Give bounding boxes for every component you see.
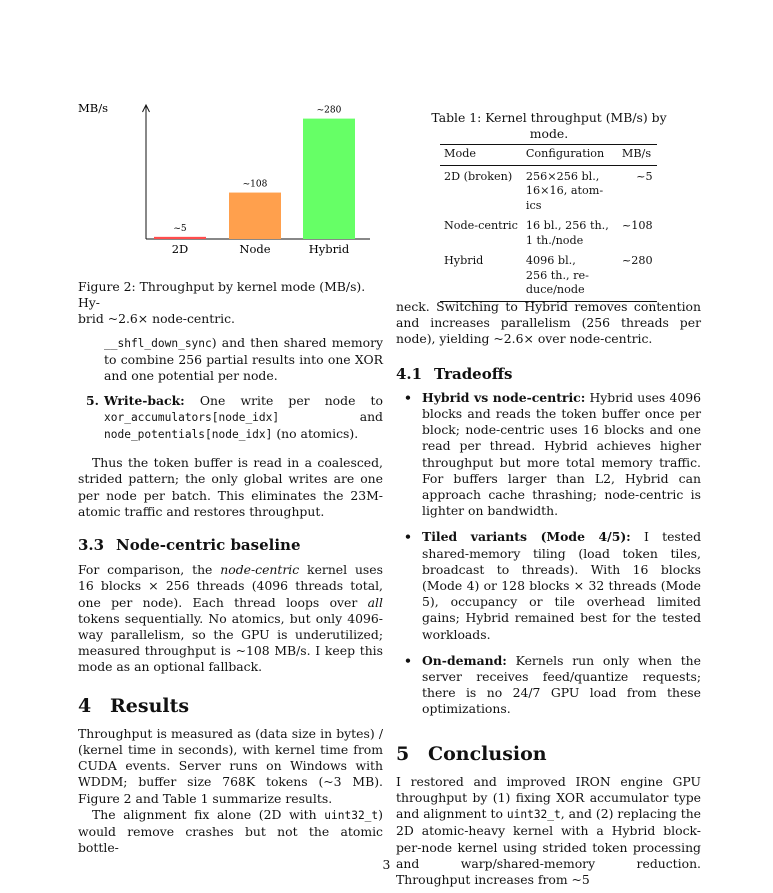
text: ) and then shared memory to combine 256 partial results into one XOR and one potential per node.	[104, 335, 383, 384]
list-item-write-back	[78, 393, 383, 444]
inline-code: uint32_t	[324, 808, 379, 822]
section-number: 3.3	[78, 536, 105, 555]
section-4-1-heading	[396, 366, 701, 382]
throughput-bar-chart	[78, 100, 378, 265]
paragraph	[78, 562, 383, 675]
table-cell-mode: 2D (broken)	[444, 169, 513, 183]
figure-caption-line: brid ~2.6× node-centric.	[78, 311, 235, 327]
table-row	[440, 213, 657, 248]
x-tick-label: Node	[239, 242, 271, 256]
config-line: 1 th./node	[525, 233, 584, 247]
inline-code: uint32_t	[506, 808, 561, 822]
config-line: 256 th., re-	[525, 268, 589, 282]
emphasis: node-centric	[220, 562, 300, 578]
section-3-3-heading	[78, 537, 383, 553]
config-line: 16×16, atom-	[525, 184, 604, 197]
text: I restored and improved IRON engine GPU throughput by (1) fixing XOR accumulator type and alignment to	[396, 773, 701, 822]
list-continuation	[78, 335, 383, 385]
section-number: 5	[396, 742, 410, 765]
section-5-heading	[396, 742, 701, 765]
text: Hybrid uses 4096 blocks and reads the token buffer once per block; node-centric uses 16 blocks and one read per thread. Hybrid achieves higher throughput but more total memory traffic. For buffers larger than L2, Hybrid can approach cache thrashing; node-centric is lighter on bandwidth.	[422, 389, 702, 519]
table-header-cell: Configuration	[525, 147, 605, 160]
table-header-cell: MB/s	[621, 147, 652, 160]
y-axis-label: MB/s	[78, 101, 109, 115]
left-column	[78, 335, 383, 856]
section-number: 4	[78, 694, 92, 717]
emphasis: all	[367, 594, 383, 610]
item-heading: On-demand:	[422, 652, 507, 668]
text: (no atomics).	[276, 426, 359, 442]
config-line: 256×256 bl.,	[525, 169, 600, 183]
x-tick-label: 2D	[171, 242, 189, 256]
tradeoffs-list	[396, 390, 701, 718]
table-row	[440, 165, 657, 213]
section-title: Results	[110, 694, 190, 717]
item-heading: Write-back:	[104, 392, 185, 408]
section-number: 4.1	[396, 364, 423, 383]
right-column	[396, 299, 701, 888]
config-line: duce/node	[525, 283, 585, 296]
table-1	[414, 110, 704, 302]
config-line: 4096 bl.,	[525, 254, 576, 267]
text: kernel uses 16 blocks × 256 threads (4096 threads total, one per node). Each thread loops over	[78, 562, 383, 610]
paragraph: Thus the token buffer is read in a coalesced, strided pattern; the only global writes are one per node per batch. This eliminates the 23M-atomic traffic and restores throughput.	[78, 455, 383, 519]
table-cell-config	[522, 248, 618, 301]
table-cell-mbs: ~280	[621, 254, 653, 267]
text: tokens sequentially. No atomics, but only 4096-way parallelism, so the GPU is underutilized; measured throughput is ~108 MB/s. I keep this mode as an optional fallback.	[78, 610, 383, 675]
bullet-icon: •	[404, 389, 412, 405]
table-cell-mode: Node-centric	[444, 219, 518, 232]
section-title: Tradeoffs	[434, 364, 513, 383]
text: and	[359, 408, 383, 424]
table-cell-mode: Hybrid	[444, 254, 484, 267]
text: Kernels run only when the server receives feed/quantize requests; there is no 24/7 GPU load from these optimizations.	[422, 652, 701, 717]
figure-caption-line: Figure 2: Throughput by kernel mode (MB/s). Hy-	[78, 279, 366, 311]
data-label: ~280	[316, 105, 342, 116]
item-heading: Hybrid vs node-centric:	[422, 389, 586, 405]
config-line: 16 bl., 256 th.,	[525, 219, 609, 232]
list-number: 5.	[86, 392, 99, 408]
bar-hybrid	[303, 119, 355, 239]
page-number: 3	[382, 857, 391, 872]
list-item-tiled-variants	[396, 529, 701, 642]
inline-code: __shfl_down_sync	[104, 337, 212, 350]
table-cell-config	[522, 165, 618, 213]
text: ) would remove crashes but not the atomic bottle-	[78, 806, 383, 856]
list-item-on-demand	[396, 653, 701, 718]
table-cell-mbs: ~108	[621, 219, 653, 232]
list-item-hybrid-vs-node	[396, 390, 701, 520]
text: The alignment fix alone (2D with	[92, 806, 325, 822]
bar-node	[229, 193, 281, 239]
table-row	[440, 248, 657, 301]
data-label: ~5	[173, 223, 187, 234]
table-header-row	[440, 145, 657, 166]
figure-2-caption	[78, 279, 383, 328]
throughput-table	[440, 144, 657, 302]
table-cell-config	[522, 213, 618, 248]
text: One write per node to	[199, 392, 383, 408]
table-caption: Table 1: Kernel throughput (MB/s) by mode.	[431, 110, 667, 141]
x-tick-label: Hybrid	[308, 242, 350, 256]
text: , and (2) replacing the 2D atomic-heavy kernel with a Hybrid block-per-node kernel using strided token processing and warp/shared-memory reduction. Throughput increases from ~5	[396, 806, 702, 888]
figure-2	[78, 100, 378, 269]
section-4-heading	[78, 694, 383, 717]
inline-code: xor_accumulators[node_idx]	[104, 410, 280, 424]
config-line: ics	[525, 198, 542, 212]
data-label: ~108	[242, 179, 268, 190]
paragraph	[78, 807, 383, 857]
table-header-cell: Mode	[444, 147, 476, 160]
paragraph: Throughput is measured as (data size in bytes) / (kernel time in seconds), with kernel time from CUDA events. Server runs on Windows with WDDM; buffer size 768K tokens (~3 MB). Figure 2 and Table 1 summarize results.	[78, 725, 383, 806]
table-cell-mbs: ~5	[636, 169, 653, 183]
paragraph: neck. Switching to Hybrid removes contention and increases parallelism (256 threads per node), yielding ~2.6× over node-centric.	[396, 299, 701, 347]
text: For comparison, the	[78, 562, 221, 578]
bullet-icon: •	[404, 529, 412, 545]
inline-code: node_potentials[node_idx]	[104, 428, 273, 442]
text: I tested shared-memory tiling (load token tiles, broadcast to threads). With 16 blocks (Mode 4) or 128 blocks × 32 threads (Mode 5), occupancy or tile overhead limited gains; Hybrid remained best for the tested workloads.	[422, 529, 702, 642]
bar-2d	[154, 237, 206, 239]
bullet-icon: •	[404, 652, 412, 668]
item-heading: Tiled variants (Mode 4/5):	[422, 529, 631, 545]
section-title: Conclusion	[428, 742, 547, 765]
section-title: Node-centric baseline	[116, 536, 301, 555]
